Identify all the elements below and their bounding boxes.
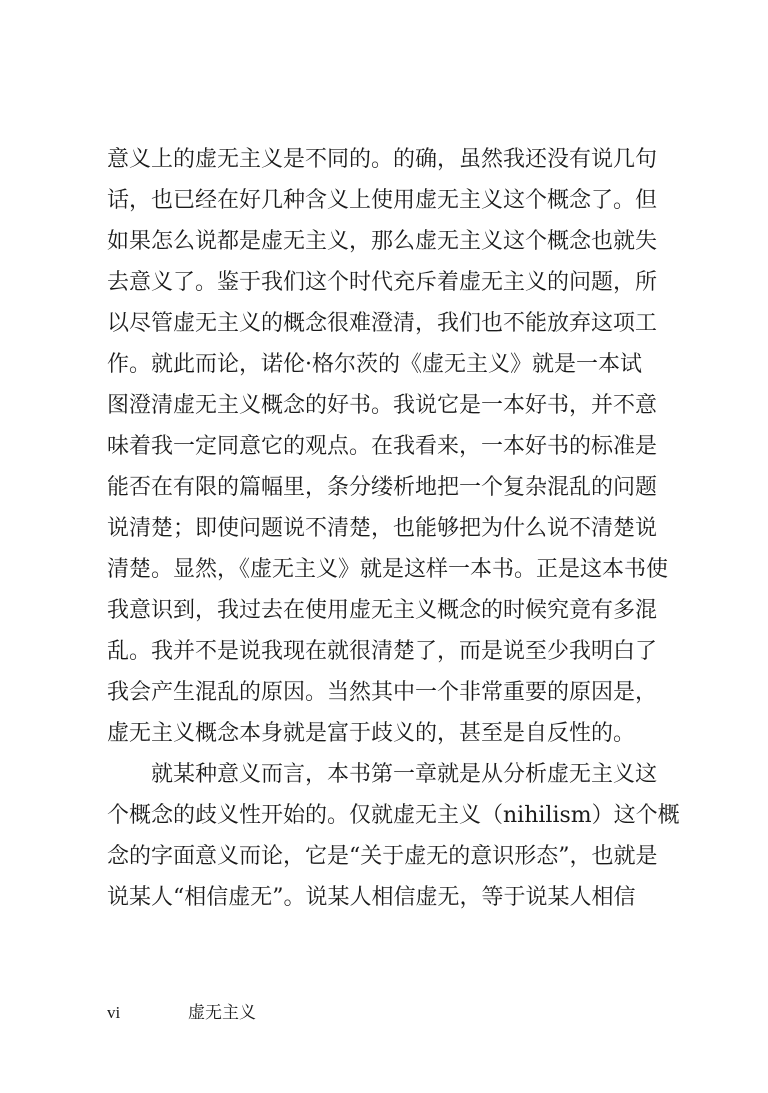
text-line: 说某人“相信虚无”。说某人相信虚无，等于说某人相信 (107, 885, 636, 910)
paragraph-start-line: 就某种意义而言，本书第一章就是从分析虚无主义这 (151, 762, 658, 787)
text-line: 我意识到，我过去在使用虚无主义概念的时候究竟有多混 (107, 598, 658, 623)
text-line: 清楚。显然，《虚无主义》就是这样一本书。正是这本书使 (107, 557, 669, 582)
text-line: 说清楚；即使问题说不清楚，也能够把为什么说不清楚说 (107, 516, 658, 541)
text-line: 我会产生混乱的原因。当然其中一个非常重要的原因是， (107, 680, 658, 705)
text-line: 作。就此而论，诺伦·格尔茨的《虚无主义》就是一本试 (107, 352, 642, 377)
paragraph-end-line: 虚无主义概念本身就是富于歧义的，甚至是自反性的。 (107, 721, 636, 746)
text-line: 念的字面意义而论，它是“关于虚无的意识形态”，也就是 (107, 844, 658, 869)
text-line: 如果怎么说都是虚无主义，那么虚无主义这个概念也就失 (107, 229, 658, 254)
text-line: 味着我一定同意它的观点。在我看来，一本好书的标准是 (107, 434, 658, 459)
text-line: 去意义了。鉴于我们这个时代充斥着虚无主义的问题，所 (107, 270, 658, 295)
text-line: 意义上的虚无主义是不同的。的确，虽然我还没有说几句 (107, 147, 658, 172)
text-line: 图澄清虚无主义概念的好书。我说它是一本好书，并不意 (107, 393, 658, 418)
text-line: 乱。我并不是说我现在就很清楚了，而是说至少我明白了 (107, 639, 658, 664)
page-number: vi (107, 1003, 121, 1022)
text-line: 话，也已经在好几种含义上使用虚无主义这个概念了。但 (107, 188, 658, 213)
running-title: 虚无主义 (188, 1003, 256, 1023)
text-line: 个概念的歧义性开始的。仅就虚无主义（nihilism）这个概 (107, 803, 680, 828)
text-line: 以尽管虚无主义的概念很难澄清，我们也不能放弃这项工 (107, 311, 658, 336)
body-text (107, 139, 680, 918)
text-line: 能否在有限的篇幅里，条分缕析地把一个复杂混乱的问题 (107, 475, 658, 500)
